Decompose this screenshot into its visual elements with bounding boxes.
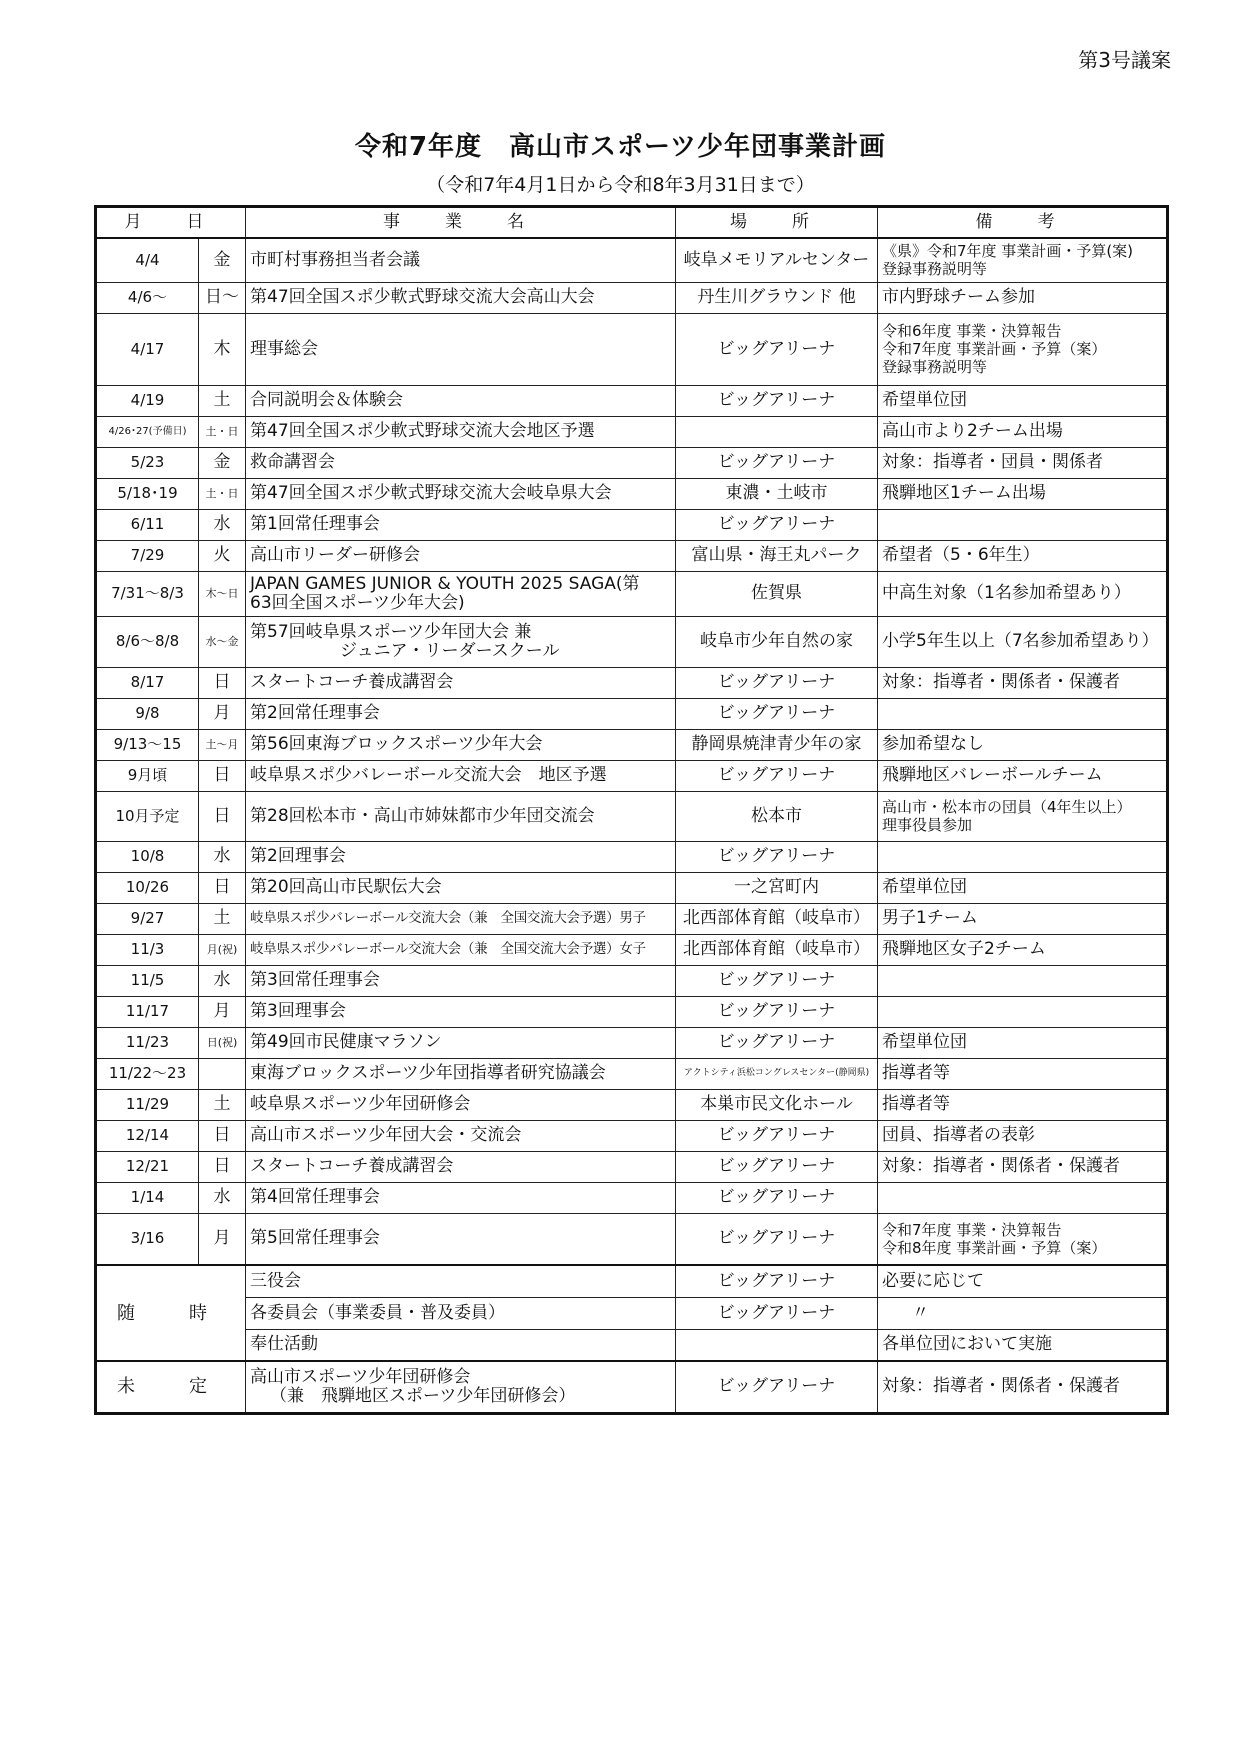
row-note xyxy=(878,965,1168,996)
row-date: 10/8 xyxy=(96,841,199,872)
row-weekday xyxy=(199,1058,246,1089)
row-event-line: ジュニア・リーダースクール xyxy=(340,640,560,661)
row-note xyxy=(878,729,1168,760)
anytime-label: 随 時 xyxy=(96,1265,246,1361)
table-row xyxy=(96,385,1168,416)
row-note-line: 指導者等 xyxy=(882,1094,950,1114)
anytime-event: 奉仕活動 xyxy=(246,1329,676,1361)
row-date: 3/16 xyxy=(96,1213,199,1265)
row-place: ビッグアリーナ xyxy=(676,667,878,698)
table-row xyxy=(96,313,1168,385)
row-event: 第1回常任理事会 xyxy=(246,509,676,540)
row-date: 9/8 xyxy=(96,698,199,729)
row-place: ビッグアリーナ xyxy=(676,760,878,791)
period-subtitle: （令和7年4月1日から令和8年3月31日まで） xyxy=(426,174,815,196)
page-title: 令和7年度 高山市スポーツ少年団事業計画 xyxy=(354,132,887,162)
row-note xyxy=(878,1089,1168,1120)
row-place: ビッグアリーナ xyxy=(676,1027,878,1058)
row-weekday: 木 xyxy=(199,313,246,385)
row-place: 北西部体育館（岐阜市） xyxy=(676,934,878,965)
row-date: 10/26 xyxy=(96,872,199,903)
undecided-event-line: （兼 飛騨地区スポーツ少年団研修会） xyxy=(270,1385,576,1406)
row-event-line: 63回全国スポーツ少年大会) xyxy=(250,592,465,613)
row-note xyxy=(878,791,1168,841)
row-date: 9月頃 xyxy=(96,760,199,791)
row-note-line: 令和8年度 事業計画・予算（案） xyxy=(882,1238,1107,1257)
anytime-place xyxy=(676,1329,878,1361)
row-place: 一之宮町内 xyxy=(676,872,878,903)
row-event: 第2回理事会 xyxy=(246,841,676,872)
row-event: 岐阜県スポ少バレーボール交流大会（兼 全国交流大会予選）男子 xyxy=(246,903,676,934)
row-event: 第47回全国スポ少軟式野球交流大会高山大会 xyxy=(246,282,676,313)
row-event: 第28回松本市・高山市姉妹都市少年団交流会 xyxy=(246,791,676,841)
table-row xyxy=(96,1120,1168,1151)
row-date: 6/11 xyxy=(96,509,199,540)
row-note-line: 希望単位団 xyxy=(882,1032,967,1052)
header-date: 月 日 xyxy=(96,207,246,239)
header-note: 備 考 xyxy=(878,207,1168,239)
row-note xyxy=(878,447,1168,478)
undecided-label: 未 定 xyxy=(96,1361,246,1413)
table-row xyxy=(96,965,1168,996)
row-weekday: 土 xyxy=(199,385,246,416)
row-weekday: 土 xyxy=(199,903,246,934)
row-event: 高山市リーダー研修会 xyxy=(246,540,676,571)
row-note-line: 登録事務説明等 xyxy=(882,358,988,376)
row-place: ビッグアリーナ xyxy=(676,447,878,478)
row-note xyxy=(878,313,1168,385)
row-place: 北西部体育館（岐阜市） xyxy=(676,903,878,934)
extra-body xyxy=(96,1265,1168,1413)
table-row xyxy=(96,571,1168,616)
row-event: 合同説明会＆体験会 xyxy=(246,385,676,416)
anytime-row xyxy=(96,1297,1168,1329)
table-row xyxy=(96,616,1168,667)
row-event: 第2回常任理事会 xyxy=(246,698,676,729)
undecided-note: 対象：指導者・関係者・保護者 xyxy=(878,1361,1168,1413)
row-note-line: 飛騨地区バレーボールチーム xyxy=(882,765,1103,785)
row-note-line: 中高生対象（1名参加希望あり） xyxy=(882,583,1131,603)
header-event: 事 業 名 xyxy=(246,207,676,239)
table-row xyxy=(96,447,1168,478)
row-note-line: 希望者（5・6年生） xyxy=(882,545,1040,565)
row-note-line: 対象：指導者・団員・関係者 xyxy=(882,452,1103,472)
table-row xyxy=(96,729,1168,760)
table-row xyxy=(96,841,1168,872)
row-date: 11/29 xyxy=(96,1089,199,1120)
row-place: ビッグアリーナ xyxy=(676,509,878,540)
table-row xyxy=(96,509,1168,540)
row-note-line: 対象：指導者・関係者・保護者 xyxy=(882,672,1120,692)
row-date: 4/6～ xyxy=(96,282,199,313)
row-date: 8/6～8/8 xyxy=(96,616,199,667)
row-place: 静岡県焼津青少年の家 xyxy=(676,729,878,760)
row-weekday: 日 xyxy=(199,667,246,698)
row-note xyxy=(878,1151,1168,1182)
row-note-line: 団員、指導者の表彰 xyxy=(882,1125,1035,1145)
table-row xyxy=(96,478,1168,509)
row-date: 9/13～15 xyxy=(96,729,199,760)
row-date: 7/29 xyxy=(96,540,199,571)
row-date: 5/23 xyxy=(96,447,199,478)
row-note xyxy=(878,540,1168,571)
row-event xyxy=(246,571,676,616)
row-event: 救命講習会 xyxy=(246,447,676,478)
table-row xyxy=(96,1151,1168,1182)
table-row xyxy=(96,1213,1168,1265)
row-place: アクトシティ浜松コングレスセンター(静岡県) xyxy=(676,1058,878,1089)
row-note xyxy=(878,996,1168,1027)
row-event: 第56回東海ブロックスポーツ少年大会 xyxy=(246,729,676,760)
row-note xyxy=(878,478,1168,509)
row-date: 8/17 xyxy=(96,667,199,698)
row-place: 松本市 xyxy=(676,791,878,841)
row-weekday: 日 xyxy=(199,760,246,791)
row-weekday: 水 xyxy=(199,965,246,996)
row-event: 理事総会 xyxy=(246,313,676,385)
anytime-place: ビッグアリーナ xyxy=(676,1297,878,1329)
table-row xyxy=(96,698,1168,729)
anytime-row xyxy=(96,1329,1168,1361)
row-note xyxy=(878,872,1168,903)
row-place: ビッグアリーナ xyxy=(676,1120,878,1151)
table-header-row xyxy=(96,207,1168,239)
row-event xyxy=(246,616,676,667)
undecided-event xyxy=(246,1361,676,1413)
row-place: ビッグアリーナ xyxy=(676,1182,878,1213)
row-note-line: 飛騨地区1チーム出場 xyxy=(882,483,1046,503)
table-row xyxy=(96,1089,1168,1120)
row-weekday: 金 xyxy=(199,238,246,282)
table-row xyxy=(96,667,1168,698)
row-weekday: 土・日 xyxy=(199,416,246,447)
row-weekday: 金 xyxy=(199,447,246,478)
row-weekday: 火 xyxy=(199,540,246,571)
row-event: 第3回理事会 xyxy=(246,996,676,1027)
row-note-line: 市内野球チーム参加 xyxy=(882,287,1035,307)
row-weekday: 土～月 xyxy=(199,729,246,760)
row-place: 丹生川グラウンド 他 xyxy=(676,282,878,313)
row-place: ビッグアリーナ xyxy=(676,1151,878,1182)
row-date: 11/17 xyxy=(96,996,199,1027)
row-event: 第3回常任理事会 xyxy=(246,965,676,996)
row-date: 10月予定 xyxy=(96,791,199,841)
row-note-line: 令和7年度 事業計画・予算（案） xyxy=(882,340,1107,358)
row-place: 本巣市民文化ホール xyxy=(676,1089,878,1120)
row-event: 第5回常任理事会 xyxy=(246,1213,676,1265)
schedule-table xyxy=(94,205,1169,1415)
row-date: 12/14 xyxy=(96,1120,199,1151)
row-event: 岐阜県スポーツ少年団研修会 xyxy=(246,1089,676,1120)
row-note-line: 小学5年生以上（7名参加希望あり） xyxy=(882,631,1159,651)
row-weekday: 木～日 xyxy=(199,571,246,616)
row-place: ビッグアリーナ xyxy=(676,313,878,385)
row-event: 第49回市民健康マラソン xyxy=(246,1027,676,1058)
row-note-line: 参加希望なし xyxy=(882,734,984,754)
row-event: 第47回全国スポ少軟式野球交流大会岐阜県大会 xyxy=(246,478,676,509)
row-weekday: 月 xyxy=(199,1213,246,1265)
anytime-row xyxy=(96,1265,1168,1297)
row-date: 7/31～8/3 xyxy=(96,571,199,616)
row-date: 4/19 xyxy=(96,385,199,416)
row-weekday: 日(祝) xyxy=(199,1027,246,1058)
row-note xyxy=(878,385,1168,416)
undecided-row xyxy=(96,1361,1168,1413)
row-event: 岐阜県スポ少バレーボール交流大会 地区予選 xyxy=(246,760,676,791)
row-place: ビッグアリーナ xyxy=(676,1213,878,1265)
row-note xyxy=(878,416,1168,447)
row-event: 高山市スポーツ少年団大会・交流会 xyxy=(246,1120,676,1151)
row-weekday: 日 xyxy=(199,1120,246,1151)
row-note-line: 令和7年度 事業・決算報告 xyxy=(882,1220,1062,1239)
row-date: 4/17 xyxy=(96,313,199,385)
row-place: 富山県・海王丸パーク xyxy=(676,540,878,571)
row-note-line: 理事役員参加 xyxy=(882,816,973,834)
row-date: 11/22～23 xyxy=(96,1058,199,1089)
undecided-event-line: 高山市スポーツ少年団研修会 xyxy=(250,1366,471,1387)
row-event: 第20回高山市民駅伝大会 xyxy=(246,872,676,903)
row-event-line: JAPAN GAMES JUNIOR & YOUTH 2025 SAGA(第 xyxy=(250,573,640,594)
table-row xyxy=(96,416,1168,447)
row-note xyxy=(878,667,1168,698)
row-weekday: 水 xyxy=(199,1182,246,1213)
row-event: 岐阜県スポ少バレーボール交流大会（兼 全国交流大会予選）女子 xyxy=(246,934,676,965)
row-place xyxy=(676,416,878,447)
row-event: スタートコーチ養成講習会 xyxy=(246,1151,676,1182)
row-weekday: 月 xyxy=(199,996,246,1027)
anytime-note: 各単位団において実施 xyxy=(878,1329,1168,1361)
row-note-line: 希望単位団 xyxy=(882,877,967,897)
row-note xyxy=(878,1120,1168,1151)
row-note-line: 対象：指導者・関係者・保護者 xyxy=(882,1156,1120,1176)
row-place: ビッグアリーナ xyxy=(676,698,878,729)
row-date: 4/4 xyxy=(96,238,199,282)
row-event: スタートコーチ養成講習会 xyxy=(246,667,676,698)
agenda-number: 第3号議案 xyxy=(1078,48,1171,72)
row-event: 東海ブロックスポーツ少年団指導者研究協議会 xyxy=(246,1058,676,1089)
row-weekday: 日 xyxy=(199,872,246,903)
row-weekday: 土・日 xyxy=(199,478,246,509)
row-weekday: 水 xyxy=(199,841,246,872)
table-row xyxy=(96,934,1168,965)
row-place: ビッグアリーナ xyxy=(676,841,878,872)
row-place: 東濃・土岐市 xyxy=(676,478,878,509)
row-note xyxy=(878,934,1168,965)
row-date: 12/21 xyxy=(96,1151,199,1182)
table-row xyxy=(96,1058,1168,1089)
row-note-line: 登録事務説明等 xyxy=(882,260,988,279)
anytime-event: 各委員会（事業委員・普及委員） xyxy=(246,1297,676,1329)
row-note xyxy=(878,903,1168,934)
row-weekday: 日～ xyxy=(199,282,246,313)
table-row xyxy=(96,282,1168,313)
row-note xyxy=(878,238,1168,282)
row-note xyxy=(878,1027,1168,1058)
row-note-line: 男子1チーム xyxy=(882,908,978,928)
table-row xyxy=(96,238,1168,282)
undecided-place: ビッグアリーナ xyxy=(676,1361,878,1413)
row-note-line: 飛騨地区女子2チーム xyxy=(882,939,1046,959)
row-note xyxy=(878,1058,1168,1089)
table-row xyxy=(96,791,1168,841)
row-weekday: 月 xyxy=(199,698,246,729)
row-note xyxy=(878,1182,1168,1213)
row-date: 5/18･19 xyxy=(96,478,199,509)
row-event: 市町村事務担当者会議 xyxy=(246,238,676,282)
row-date: 1/14 xyxy=(96,1182,199,1213)
table-row xyxy=(96,872,1168,903)
row-note xyxy=(878,698,1168,729)
row-weekday: 水 xyxy=(199,509,246,540)
row-note xyxy=(878,1213,1168,1265)
row-note-line: 令和6年度 事業・決算報告 xyxy=(882,322,1062,340)
table-row xyxy=(96,540,1168,571)
row-date: 9/27 xyxy=(96,903,199,934)
table-row xyxy=(96,1182,1168,1213)
row-event: 第47回全国スポ少軟式野球交流大会地区予選 xyxy=(246,416,676,447)
anytime-note: 必要に応じて xyxy=(878,1265,1168,1297)
row-note xyxy=(878,282,1168,313)
row-weekday: 日 xyxy=(199,1151,246,1182)
row-weekday: 日 xyxy=(199,791,246,841)
row-note-line: 指導者等 xyxy=(882,1063,950,1083)
row-date: 11/23 xyxy=(96,1027,199,1058)
row-note xyxy=(878,841,1168,872)
anytime-place: ビッグアリーナ xyxy=(676,1265,878,1297)
schedule-body xyxy=(96,238,1168,1265)
row-place: 岐阜メモリアルセンター xyxy=(676,238,878,282)
table-row xyxy=(96,760,1168,791)
row-place: ビッグアリーナ xyxy=(676,385,878,416)
row-note-line: 高山市・松本市の団員（4年生以上） xyxy=(882,798,1132,816)
header-place: 場 所 xyxy=(676,207,878,239)
row-place: ビッグアリーナ xyxy=(676,965,878,996)
row-note xyxy=(878,509,1168,540)
table-row xyxy=(96,1027,1168,1058)
row-date: 11/3 xyxy=(96,934,199,965)
row-event-line: 第57回岐阜県スポーツ少年団大会 兼 xyxy=(250,621,532,642)
row-note-line: 高山市より2チーム出場 xyxy=(882,421,1063,441)
row-place: 佐賀県 xyxy=(676,571,878,616)
row-event: 第4回常任理事会 xyxy=(246,1182,676,1213)
row-weekday: 水～金 xyxy=(199,616,246,667)
row-note-line: 《県》令和7年度 事業計画・予算(案) xyxy=(882,242,1134,261)
row-date: 11/5 xyxy=(96,965,199,996)
row-date: 4/26･27(予備日) xyxy=(96,416,199,447)
row-weekday: 土 xyxy=(199,1089,246,1120)
row-weekday: 月(祝) xyxy=(199,934,246,965)
row-place: 岐阜市少年自然の家 xyxy=(676,616,878,667)
row-note-line: 希望単位団 xyxy=(882,390,967,410)
table-row xyxy=(96,996,1168,1027)
anytime-note: 〃 xyxy=(878,1297,1168,1329)
row-note xyxy=(878,616,1168,667)
row-place: ビッグアリーナ xyxy=(676,996,878,1027)
anytime-event: 三役会 xyxy=(246,1265,676,1297)
table-row xyxy=(96,903,1168,934)
row-note xyxy=(878,571,1168,616)
row-note xyxy=(878,760,1168,791)
